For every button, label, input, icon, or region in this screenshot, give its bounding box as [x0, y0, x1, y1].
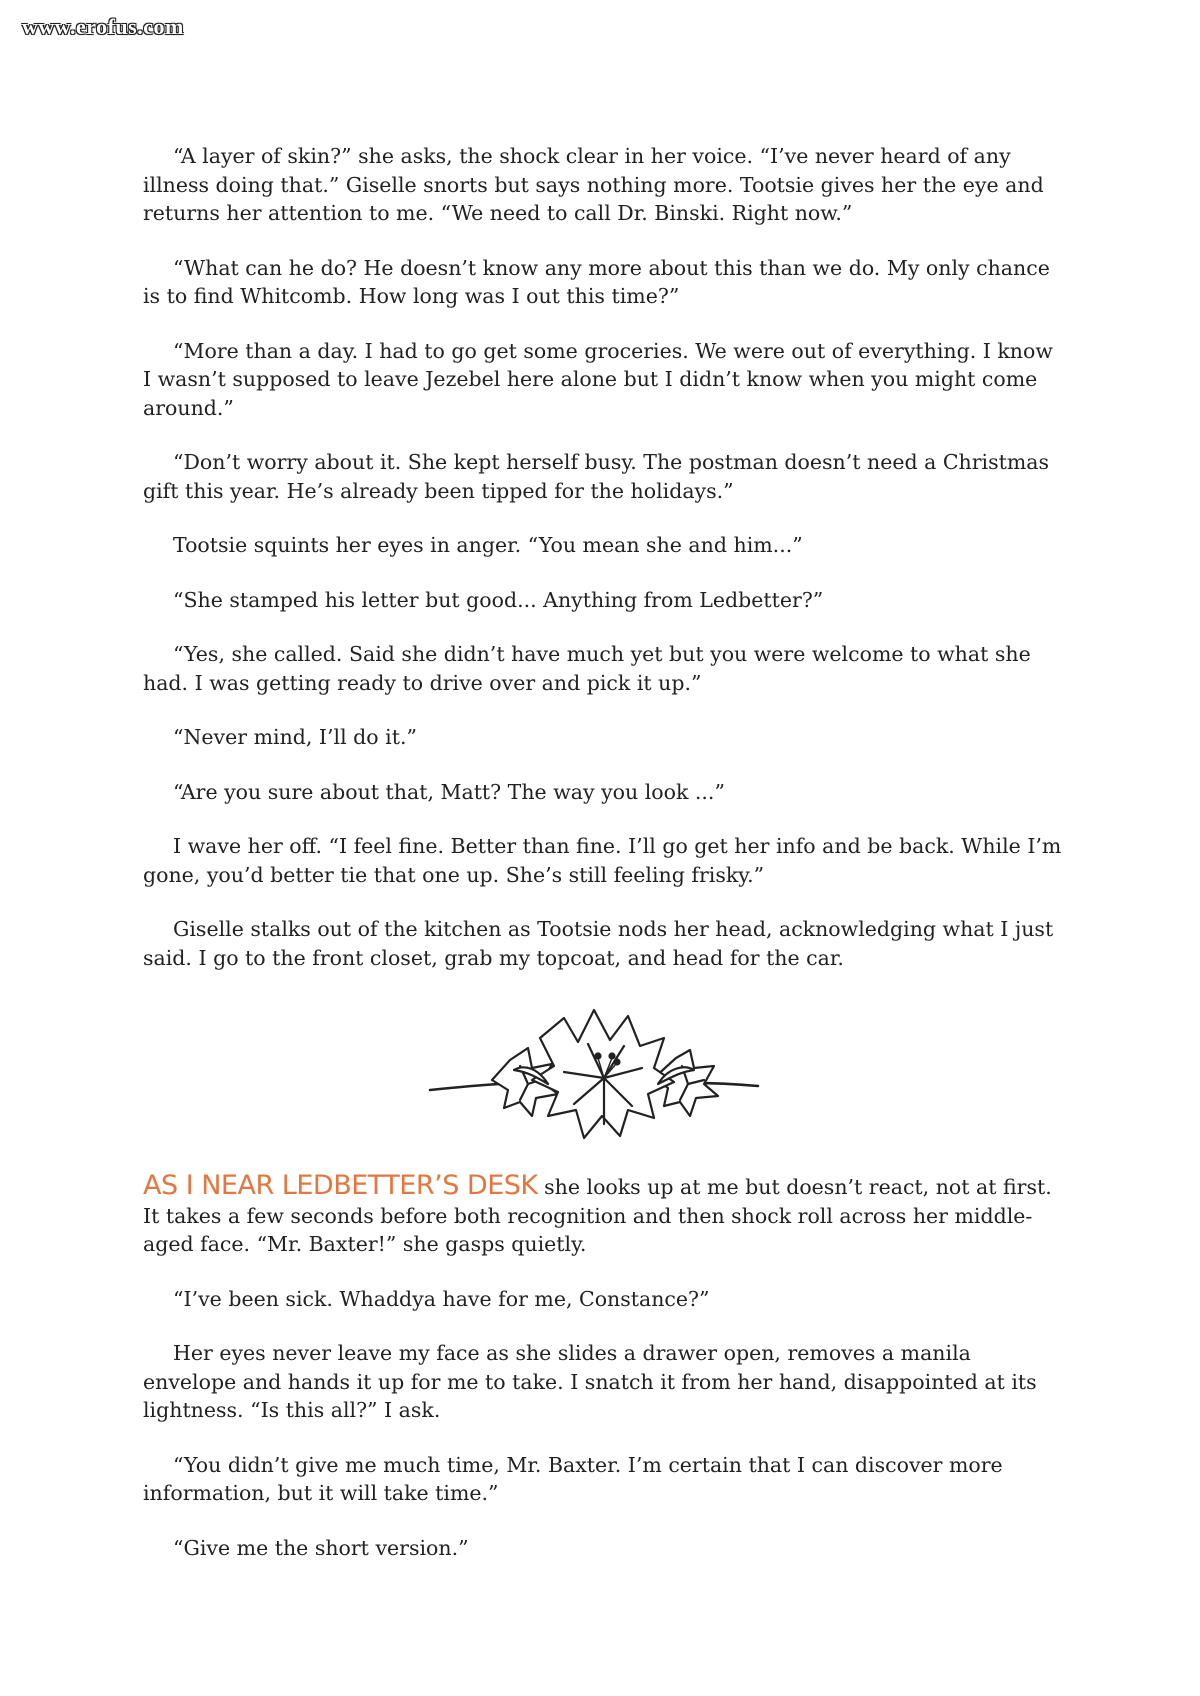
paragraph: “More than a day. I had to go get some groceries. We were out of everything. I know I wasn’t supposed to leave Jezebel here alone but I didn’t know when you might come around.” [143, 338, 1053, 420]
paragraph: “Don’t worry about it. She kept herself busy. The postman doesn’t need a Christmas gift this year. He’s already been tipped for the holidays.” [143, 450, 1050, 503]
paragraph: “Never mind, I’ll do it.” [173, 725, 417, 749]
paragraph: Tootsie squints her eyes in anger. “You mean she and him...” [173, 533, 803, 557]
paragraph: “She stamped his letter but good... Anything from Ledbetter?” [173, 587, 824, 612]
paragraph: “Yes, she called. Said she didn’t have much yet but you were welcome to what she had. I was getting ready to drive over and pick it up.” [143, 642, 1031, 695]
section-opening-paragraph [143, 1172, 1063, 1259]
paragraph: “Are you sure about that, Matt? The way you look ...” [173, 779, 725, 804]
watermark: www.erofus.com [22, 14, 184, 39]
paragraph: “You didn’t give me much time, Mr. Baxter. I’m certain that I can discover more information, but it will take time.” [143, 1452, 1003, 1505]
section-lead-rest: she looks up at me but doesn’t react, not at first. It takes a few seconds before both recognition and then shock roll across her middle-aged face. “Mr. Baxter!” she gasps quietly. [143, 1175, 1052, 1256]
paragraph: “Give me the short version.” [173, 1535, 469, 1560]
paragraph: I wave her off. “I feel fine. Better than fine. I’ll go get her info and be back. While I’m gone, you’d better tie that one up. She’s still feeling frisky.” [143, 834, 1062, 887]
lily-flower-ornament-icon [428, 998, 778, 1146]
paragraph: “What can he do? He doesn’t know any more about this than we do. My only chance is to find Whitcomb. How long was I out this time?” [143, 255, 1050, 308]
section-lead-in: AS I NEAR LEDBETTER’S DESK [143, 1170, 538, 1201]
paragraph: “I’ve been sick. Whaddya have for me, Constance?” [173, 1286, 710, 1311]
section-break-ornament [143, 998, 1063, 1146]
paragraph: Giselle stalks out of the kitchen as Tootsie nods her head, acknowledging what I just said. I go to the front closet, grab my topcoat, and head for the car. [143, 917, 1054, 970]
paragraph: Her eyes never leave my face as she slides a drawer open, removes a manila envelope and hands it up for me to take. I snatch it from her hand, disappointed at its lightness. “Is this all?” I ask. [143, 1341, 1037, 1422]
page-body [143, 142, 1063, 1588]
paragraph: “A layer of skin?” she asks, the shock clear in her voice. “I’ve never heard of any illness doing that.” Giselle snorts but says nothing more. Tootsie gives her the eye and returns her attention to me. “We need to call Dr. Binski. Right now.” [143, 144, 1044, 225]
